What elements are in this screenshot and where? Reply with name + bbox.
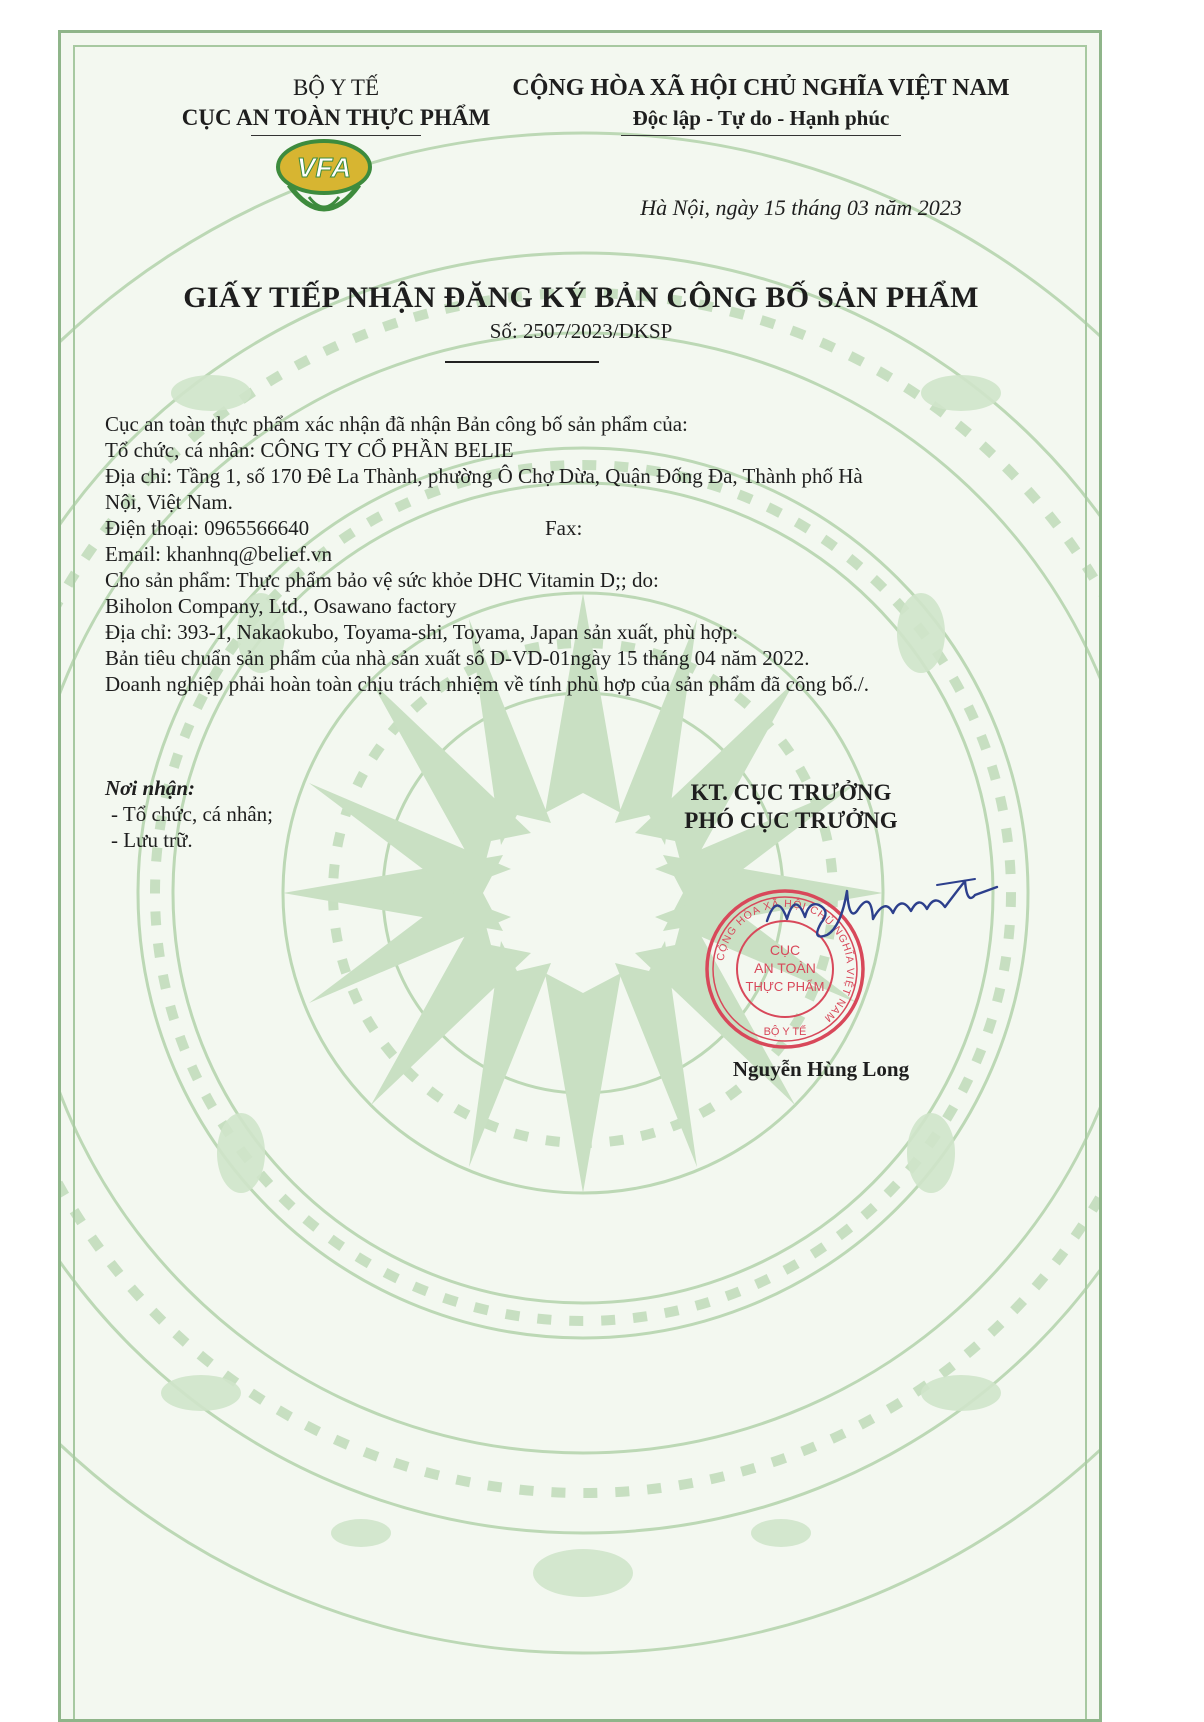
recipient-item: - Tổ chức, cá nhân; [111,802,274,826]
national-heading [481,73,1041,133]
document-page [58,30,1102,1722]
manufacturer-address-text: Địa chỉ: 393-1, Nakaokubo, Toyama-shi, Toyama, Japan sản xuất, phù hợp: [105,620,739,644]
country-name: CỘNG HÒA XÃ HỘI CHỦ NGHĨA VIỆT NAM [512,75,1010,101]
recipients-block [105,775,405,853]
intro-text: Cục an toàn thực phẩm xác nhận đã nhận Bản công bố sản phẩm của: [105,412,688,436]
department-name: CỤC AN TOÀN THỰC PHẨM [181,105,491,130]
handwritten-signature [761,861,1001,951]
vfa-logo-text: VFA [296,152,352,183]
issuing-authority [151,73,521,133]
seal-bottom-text: BỘ Y TẾ [763,1026,807,1038]
signature-line-2: PHÓ CỤC TRƯỞNG [684,808,898,833]
national-motto: Độc lập - Tự do - Hạnh phúc [632,106,890,130]
header-underline-right [621,135,901,136]
recipient-item: - Lưu trữ. [111,828,193,852]
standard-text: Bản tiêu chuẩn sản phẩm của nhà sản xuất số D-VD-01ngày 15 tháng 04 năm 2022. [105,646,810,670]
product-text: Cho sản phẩm: Thực phẩm bảo vệ sức khỏe DHC Vitamin D;; do: [105,568,659,592]
document-number: Số: 2507/2023/DKSP [489,319,673,343]
title-underline [445,361,599,363]
document-body [105,411,985,697]
contact-row [105,515,985,541]
seal-center-line-2: AN TOÀN [754,960,816,976]
address-line-2: Nội, Việt Nam. [105,490,233,514]
address-line-1: Địa chỉ: Tầng 1, số 170 Đê La Thành, phường Ô Chợ Dừa, Quận Đống Đa, Thành phố Hà [105,464,863,488]
seal-ring-text: CỘNG HÒA XÃ HỘI CHỦ NGHĨA VIỆT NAM [714,897,857,1025]
fax-text: Fax: [545,516,583,540]
ministry-name: BỘ Y TẾ [292,75,380,100]
organization-text: Tổ chức, cá nhân: CÔNG TY CỔ PHẦN BELIE [105,438,514,462]
seal-center-line-1: CỤC [769,942,801,958]
recipients-heading: Nơi nhận: [105,776,196,800]
phone-text: Điện thoại: 0965566640 [105,516,310,540]
place-date: Hà Nội, ngày 15 tháng 03 năm 2023 [640,195,962,220]
vfa-logo [249,133,399,229]
responsibility-text: Doanh nghiệp phải hoàn toàn chịu trách nhiệm về tính phù hợp của sản phẩm đã công bố./. [105,672,869,696]
seal-center-line-3: THỰC PHẨM [745,979,825,994]
signature-line-1: KT. CỤC TRƯỞNG [690,780,892,805]
signature-title [621,779,961,835]
signer-name: Nguyễn Hùng Long [732,1057,910,1081]
email-text: Email: khanhnq@belief.vn [105,542,332,566]
manufacturer-text: Biholon Company, Ltd., Osawano factory [105,594,457,618]
document-title: GIẤY TIẾP NHẬN ĐĂNG KÝ BẢN CÔNG BỐ SẢN PHẨM [183,281,979,314]
